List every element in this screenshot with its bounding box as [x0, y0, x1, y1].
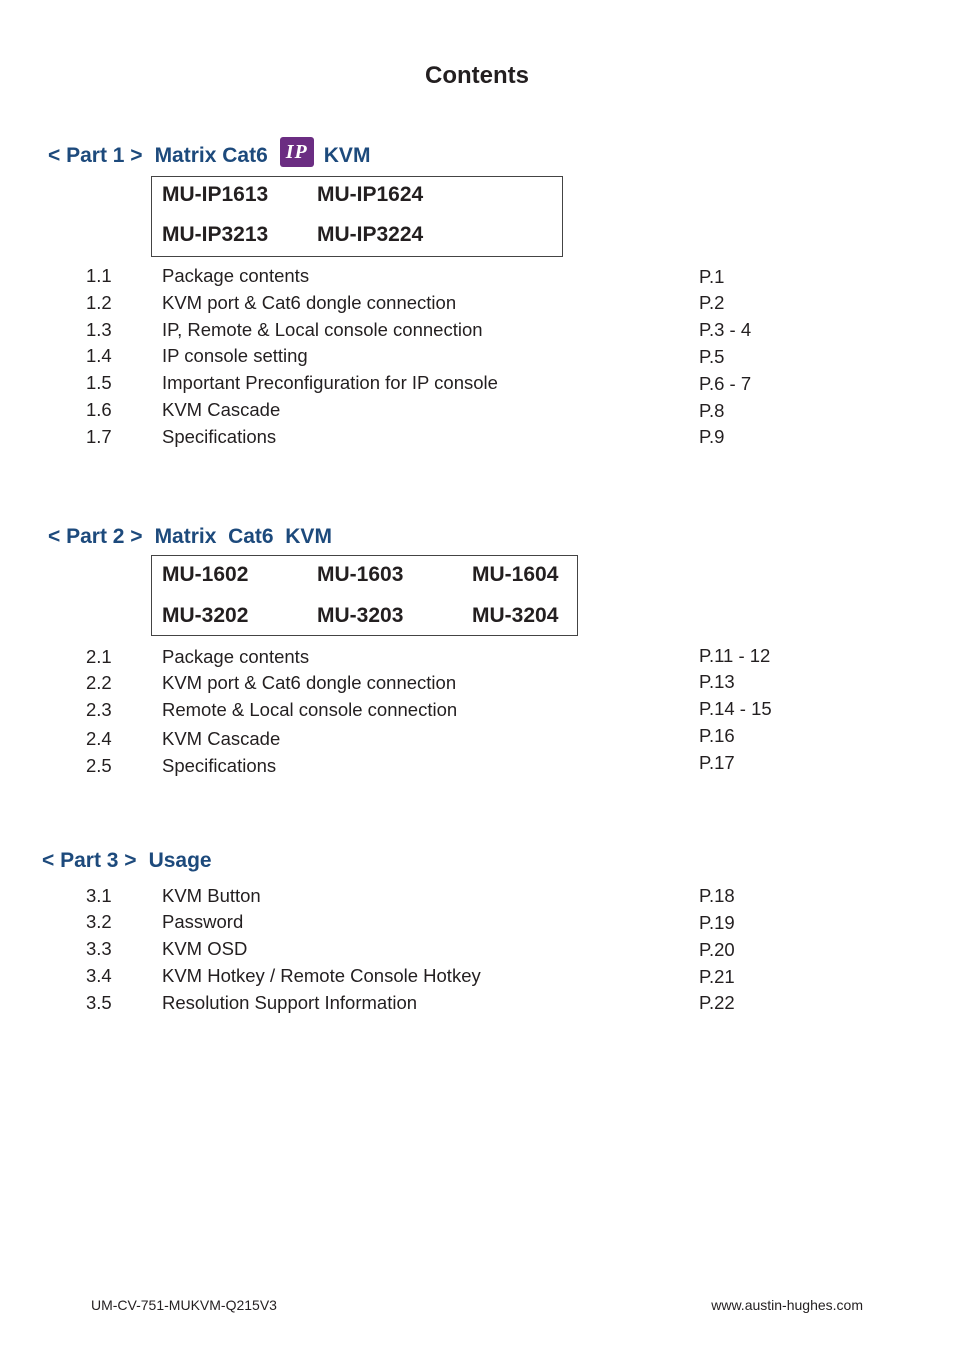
toc-link[interactable]: KVM OSD — [162, 938, 248, 959]
footer-website-link[interactable]: www.austin-hughes.com — [711, 1297, 863, 1313]
part2-heading-text: Matrix Cat6 KVM — [154, 525, 332, 548]
part2-heading — [48, 525, 332, 549]
toc-number: 3.4 — [86, 965, 112, 986]
toc-link[interactable]: Package contents — [162, 265, 310, 286]
toc-page: P.9 — [699, 426, 725, 447]
toc-page: P.14 - 15 — [699, 698, 772, 719]
toc-page: P.5 — [699, 346, 725, 367]
toc-number: 1.3 — [86, 319, 112, 340]
toc-link[interactable]: Specifications — [162, 755, 277, 776]
toc-link[interactable]: Package contents — [162, 646, 310, 667]
toc-page: P.22 — [699, 992, 735, 1013]
toc-page: P.20 — [699, 939, 735, 960]
toc-link[interactable]: KVM Cascade — [162, 728, 281, 749]
toc-number: 2.1 — [86, 646, 112, 667]
toc-link[interactable]: KVM Hotkey / Remote Console Hotkey — [162, 965, 481, 986]
toc-link[interactable]: KVM Cascade — [162, 399, 281, 420]
toc-number: 1.4 — [86, 345, 112, 366]
model-name: MU-IP1613 — [162, 183, 269, 206]
toc-link[interactable]: KVM Button — [162, 885, 261, 906]
part3-label: < Part 3 > — [42, 849, 137, 872]
toc-number: 1.2 — [86, 292, 112, 313]
model-name: MU-1604 — [472, 563, 559, 586]
toc-link[interactable]: Specifications — [162, 426, 277, 447]
part1-label: < Part 1 > — [48, 144, 143, 167]
toc-page: P.8 — [699, 400, 725, 421]
toc-link[interactable]: Resolution Support Information — [162, 992, 418, 1013]
toc-number: 3.2 — [86, 911, 112, 932]
model-name: MU-3203 — [317, 604, 404, 627]
toc-page: P.1 — [699, 266, 725, 287]
toc-link[interactable]: IP, Remote & Local console connection — [162, 319, 483, 340]
model-name: MU-IP3224 — [317, 223, 424, 246]
toc-link[interactable]: KVM port & Cat6 dongle connection — [162, 292, 457, 313]
ip-badge-icon: IP — [280, 137, 314, 167]
toc-page: P.3 - 4 — [699, 319, 752, 340]
footer-doc-code: UM-CV-751-MUKVM-Q215V3 — [91, 1297, 277, 1313]
toc-link[interactable]: KVM port & Cat6 dongle connection — [162, 672, 457, 693]
toc-number: 2.5 — [86, 755, 112, 776]
part3-heading — [42, 849, 212, 873]
toc-number: 2.2 — [86, 672, 112, 693]
toc-number: 2.4 — [86, 728, 112, 749]
toc-number: 2.3 — [86, 699, 112, 720]
model-name: MU-1602 — [162, 563, 249, 586]
toc-link[interactable]: Remote & Local console connection — [162, 699, 458, 720]
part3-heading-text: Usage — [148, 849, 212, 872]
toc-page: P.11 - 12 — [699, 645, 771, 666]
toc-number: 3.5 — [86, 992, 112, 1013]
toc-number: 1.1 — [86, 265, 112, 286]
toc-number: 1.6 — [86, 399, 112, 420]
toc-page: P.19 — [699, 912, 735, 933]
part2-label: < Part 2 > — [48, 525, 143, 548]
part1-heading — [48, 141, 370, 171]
model-name: MU-1603 — [317, 563, 404, 586]
toc-page: P.17 — [699, 752, 735, 773]
model-name: MU-3202 — [162, 604, 249, 627]
model-name: MU-IP1624 — [317, 183, 424, 206]
model-name: MU-3204 — [472, 604, 559, 627]
toc-link[interactable]: Password — [162, 911, 244, 932]
toc-page: P.13 — [699, 671, 735, 692]
toc-number: 3.3 — [86, 938, 112, 959]
part1-heading-suffix: KVM — [323, 144, 371, 167]
toc-number: 1.7 — [86, 426, 112, 447]
page-title: Contents — [425, 62, 529, 89]
toc-page: P.21 — [699, 966, 735, 987]
toc-number: 3.1 — [86, 885, 112, 906]
part1-heading-text: Matrix Cat6 — [154, 144, 268, 167]
toc-page: P.18 — [699, 885, 735, 906]
toc-link[interactable]: IP console setting — [162, 345, 308, 366]
toc-number: 1.5 — [86, 372, 112, 393]
toc-page: P.2 — [699, 292, 725, 313]
toc-page: P.6 - 7 — [699, 373, 752, 394]
toc-link[interactable]: Important Preconfiguration for IP console — [162, 372, 498, 393]
model-name: MU-IP3213 — [162, 223, 269, 246]
toc-page: P.16 — [699, 725, 735, 746]
